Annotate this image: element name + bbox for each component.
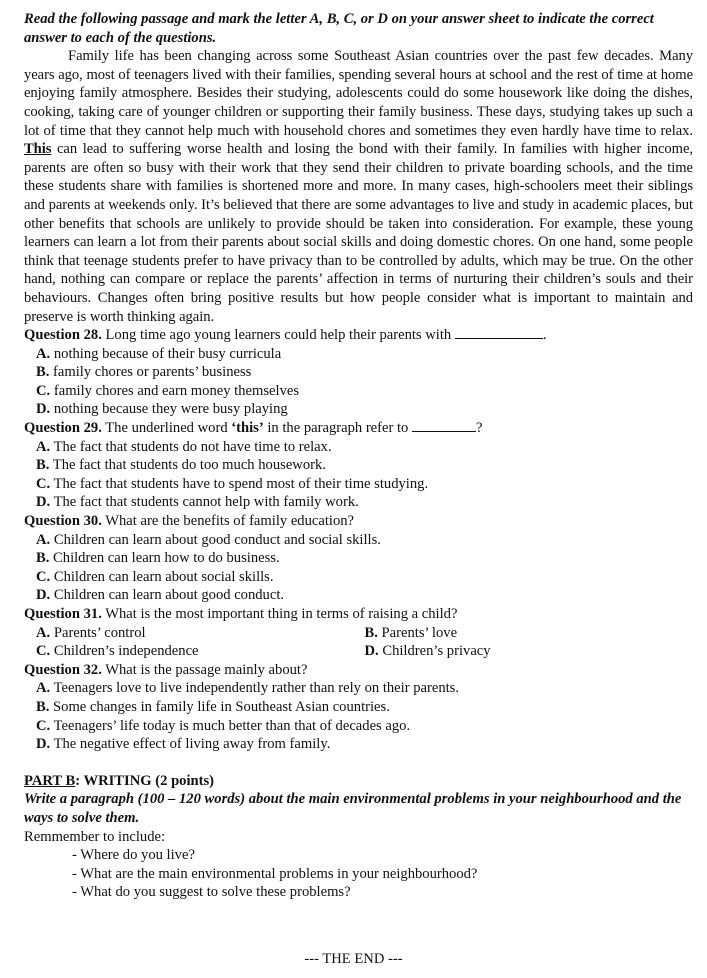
- question-text: What are the benefits of family education?: [101, 513, 355, 530]
- question-number: Question 31.: [24, 606, 102, 622]
- reading-instructions: Read the following passage and mark the letter A, B, C, or D on your answer sheet to indicate the correct answer to each of the questions.: [24, 11, 654, 46]
- option-text: Children’s privacy: [378, 643, 491, 660]
- option-text: nothing because of their busy curricula: [50, 345, 282, 362]
- option-letter: D.: [36, 401, 51, 418]
- options-31-row-2: [36, 642, 693, 661]
- option-letter: A.: [36, 531, 51, 548]
- question-number: Question 32.: [24, 661, 102, 678]
- passage-part-1: Family life has been changing across some Southeast Asian countries over the past few decades. Many years ago, most of teenagers lived with their families, spending several hours at school and the rest of time at home enjoying family atmosphere. Besides their studying, adolescents could do some housework like doing the dishes, cooking, taking care of younger children or supporting their family business. These days, studying takes up such a lot of time that they cannot help much with household chores and sometimes they even hardly have time to relax.: [24, 48, 693, 139]
- option-28-c[interactable]: [36, 382, 693, 401]
- option-letter: C.: [36, 643, 51, 660]
- question-31: [24, 605, 693, 624]
- option-text: family chores or parents’ business: [49, 364, 252, 381]
- option-text: Parents’ love: [377, 624, 458, 641]
- question-number: Question 29.: [24, 420, 102, 437]
- option-text: family chores and earn money themselves: [50, 382, 300, 399]
- question-text: What is the passage mainly about?: [101, 661, 308, 678]
- option-28-d[interactable]: [36, 400, 693, 419]
- option-text: Children’s independence: [50, 643, 199, 660]
- option-29-c[interactable]: [36, 475, 693, 494]
- option-letter: C.: [36, 382, 51, 399]
- option-letter: B.: [36, 457, 50, 474]
- option-letter: B.: [36, 550, 50, 567]
- option-30-d[interactable]: [36, 586, 693, 605]
- option-letter: A.: [36, 680, 51, 697]
- option-28-a[interactable]: [36, 345, 693, 364]
- option-32-d[interactable]: [36, 735, 693, 754]
- question-number: Question 30.: [24, 513, 102, 530]
- part-b-heading: [24, 772, 693, 791]
- question-text: What is the most important thing in terms of raising a child?: [101, 606, 458, 622]
- option-text: The fact that students have to spend most of their time studying.: [50, 475, 429, 492]
- reading-passage: [24, 47, 693, 326]
- option-letter: B.: [36, 364, 50, 381]
- option-32-b[interactable]: [36, 698, 693, 717]
- answer-blank: [455, 326, 543, 339]
- option-letter: B.: [364, 624, 378, 641]
- option-letter: A.: [36, 438, 51, 455]
- option-letter: A.: [36, 345, 51, 362]
- question-text: The underlined word: [101, 420, 232, 437]
- question-text-2: in the paragraph refer to: [263, 420, 412, 437]
- option-letter: C.: [36, 568, 51, 585]
- option-text: The fact that students cannot help with family work.: [50, 494, 359, 511]
- option-text: Some changes in family life in Southeast Asian countries.: [49, 698, 390, 715]
- option-text: Teenagers’ life today is much better than that of decades ago.: [50, 717, 411, 734]
- question-28: [24, 326, 693, 345]
- option-letter: D.: [36, 736, 51, 753]
- option-text: Teenagers love to live independently rather than rely on their parents.: [50, 680, 460, 697]
- option-29-d[interactable]: [36, 493, 693, 512]
- the-end-footer: --- THE END ---: [304, 951, 403, 967]
- option-29-b[interactable]: [36, 456, 693, 475]
- option-29-a[interactable]: [36, 438, 693, 457]
- option-letter: B.: [36, 698, 50, 715]
- passage-part-2: can lead to suffering worse health and losing the bond with their family. In families with higher income, parents are often so busy with their work that they send their children to private boarding schools, and the time these students share with families is shortened more and more. In many cases, high-schoolers meet their siblings and parents at weekends only. It’s believed that there are some advantages to live and study in academic places, but other benefits that schools are unlikely to provide should be taken into consideration. For example, these young learners can learn a lot from their parents about social skills and doing domestic chores. On one hand, some people think that teenage students prefer to have privacy than to be controlled by adults, which may be true. On the other hand, nothing can compare or replace the parents’ affection in terms of nurturing their children’s souls and their behaviours. Changes often bring positive results but how people consider what is important to maintain and preserve is worth thinking again.: [24, 141, 693, 325]
- option-text: nothing because they were busy playing: [50, 401, 288, 418]
- question-tail: .: [542, 327, 547, 344]
- question-text: Long time ago young learners could help their parents with: [101, 327, 455, 344]
- option-letter: D.: [364, 643, 379, 660]
- quoted-word: ‘this’: [231, 420, 264, 437]
- option-30-c[interactable]: [36, 568, 693, 587]
- part-b-label: PART B: [24, 772, 76, 789]
- option-32-c[interactable]: [36, 717, 693, 736]
- options-31-row-1: [36, 624, 693, 643]
- option-letter: D.: [36, 494, 51, 511]
- option-text: Children can learn how to do business.: [49, 550, 280, 567]
- question-29: [24, 419, 693, 438]
- reminder-item: - Where do you live?: [72, 847, 195, 864]
- question-32: [24, 661, 693, 680]
- option-text: Parents’ control: [50, 624, 146, 641]
- part-b-title: : WRITING (2 points): [75, 772, 215, 789]
- option-text: Children can learn about good conduct and social skills.: [50, 531, 381, 548]
- option-31-c[interactable]: [36, 642, 365, 661]
- option-text: The fact that students do too much housework.: [49, 457, 326, 474]
- option-30-b[interactable]: [36, 549, 693, 568]
- reminder-label: Remmember to include:: [24, 828, 166, 845]
- option-text: The negative effect of living away from family.: [50, 736, 331, 753]
- option-letter: D.: [36, 587, 51, 604]
- option-30-a[interactable]: [36, 531, 693, 550]
- option-31-d[interactable]: [365, 642, 694, 661]
- option-31-a[interactable]: [36, 624, 365, 643]
- option-letter: C.: [36, 475, 51, 492]
- reminder-item: - What do you suggest to solve these problems?: [72, 884, 351, 901]
- option-31-b[interactable]: [365, 624, 694, 643]
- underlined-word: This: [24, 141, 52, 158]
- reminder-list: [24, 846, 693, 902]
- option-letter: C.: [36, 717, 51, 734]
- option-text: The fact that students do not have time to relax.: [50, 438, 332, 455]
- writing-task: Write a paragraph (100 – 120 words) about the main environmental problems in your neighbourhood and the ways to solve them.: [24, 791, 682, 826]
- option-32-a[interactable]: [36, 679, 693, 698]
- option-28-b[interactable]: [36, 363, 693, 382]
- question-tail: ?: [476, 420, 483, 437]
- answer-blank: [412, 419, 476, 432]
- question-30: [24, 512, 693, 531]
- option-text: Children can learn about social skills.: [50, 568, 274, 585]
- option-text: Children can learn about good conduct.: [50, 587, 285, 604]
- question-number: Question 28.: [24, 327, 102, 344]
- option-letter: A.: [36, 624, 51, 641]
- reminder-item: - What are the main environmental problems in your neighbourhood?: [72, 865, 478, 882]
